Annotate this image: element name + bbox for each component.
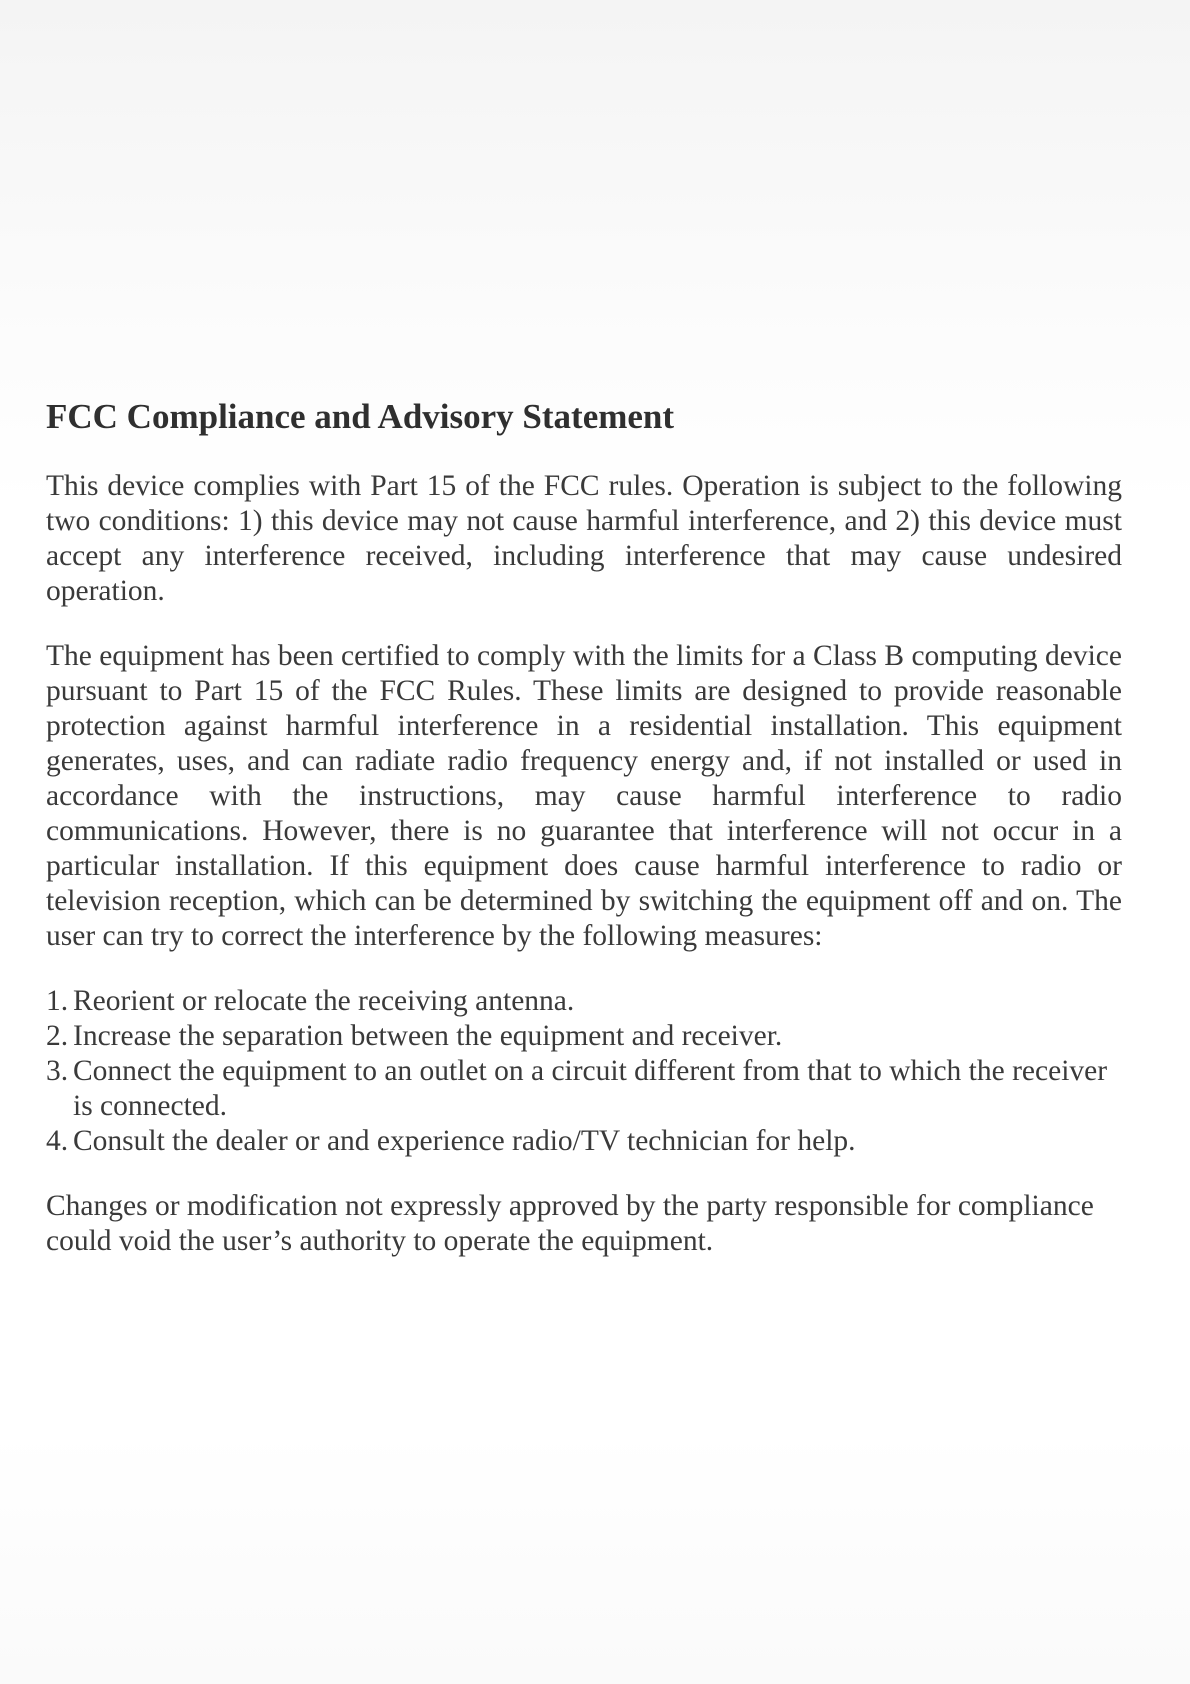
list-item-number: 4. (46, 1124, 69, 1157)
paragraph-modification-warning: Changes or modification not expressly approved by the party responsible for compliance could void the user’s authority to operate the equipment. (46, 1189, 1094, 1257)
list-item (46, 1019, 1122, 1054)
page-title: FCC Compliance and Advisory Statement (46, 397, 675, 436)
paragraph-class-b-certification: The equipment has been certified to comply with the limits for a Class B computing device pursuant to Part 15 of the FCC Rules. These limits are designed to provide reasonable protection against harmful interference in a residential installation. This equipment generates, uses, and can radiate radio frequency energy and, if not installed or used in accordance with the instructions, may cause harmful interference to radio communications. However, there is no guarantee that interference will not occur in a particular installation. If this equipment does cause harmful interference to radio or television reception, which can be determined by switching the equipment off and on. The user can try to correct the interference by the following measures: (46, 639, 1122, 952)
measures-list (46, 984, 1122, 1159)
list-item-text: Consult the dealer or and experience radio/TV technician for help. (73, 1124, 856, 1157)
list-item-number: 2. (46, 1019, 69, 1052)
list-item-number: 1. (46, 984, 69, 1017)
list-item (46, 1124, 1122, 1159)
list-item (46, 984, 1122, 1019)
list-item (46, 1054, 1122, 1124)
list-item-text: Connect the equipment to an outlet on a circuit different from that to which the receiver is connected. (73, 1054, 1108, 1122)
paragraph-compliance-conditions: This device complies with Part 15 of the FCC rules. Operation is subject to the following two conditions: 1) this device may not cause harmful interference, and 2) this device must accept any interference received, including interference that may cause undesired operation. (46, 469, 1122, 607)
list-item-number: 3. (46, 1054, 69, 1087)
list-item-text: Increase the separation between the equipment and receiver. (73, 1019, 783, 1052)
document-body (46, 398, 1122, 1289)
list-item-text: Reorient or relocate the receiving antenna. (73, 984, 575, 1017)
